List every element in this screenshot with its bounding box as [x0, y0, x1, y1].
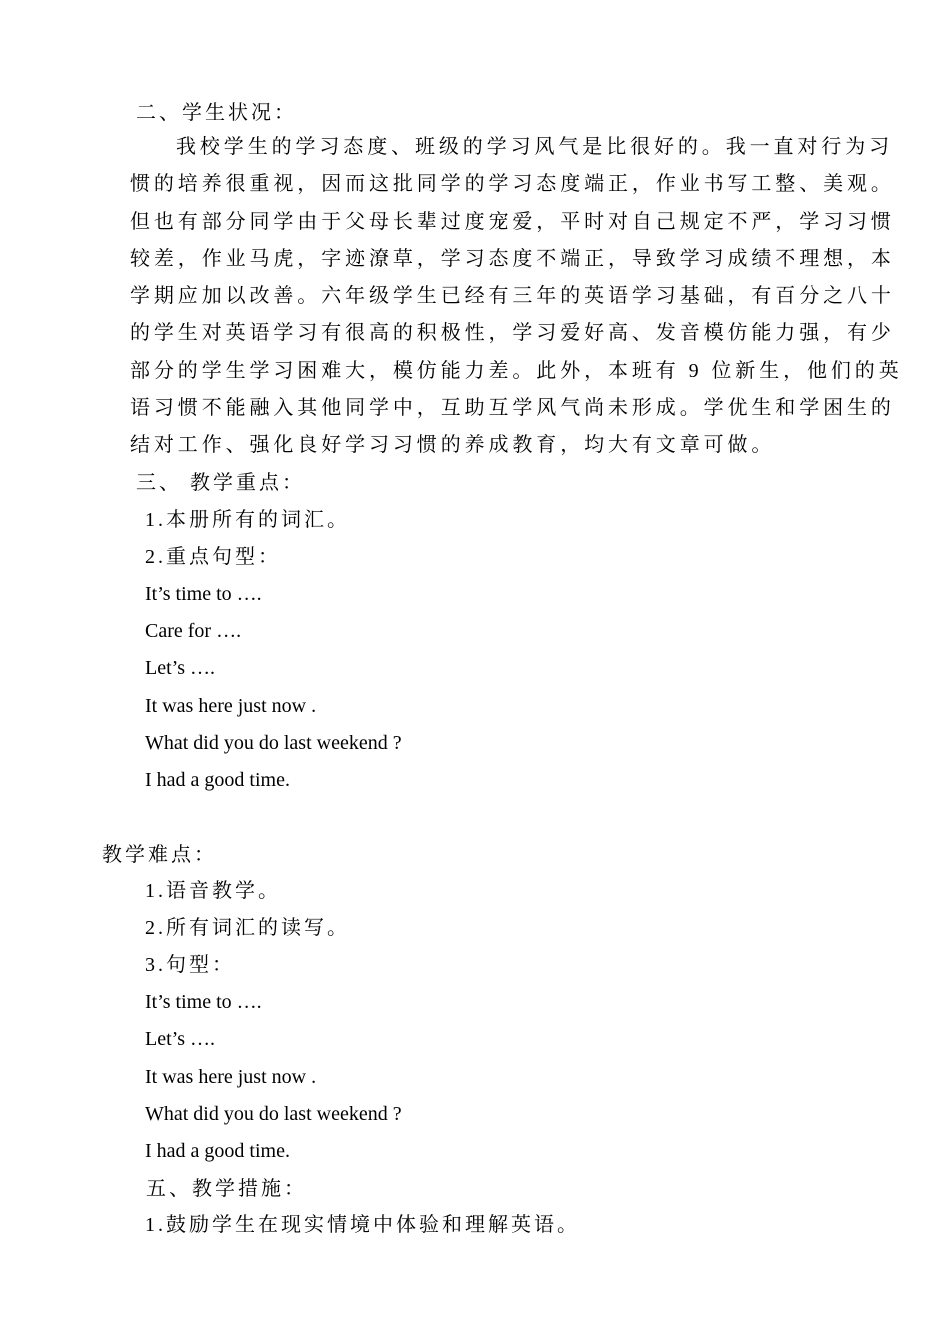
paragraph-line: 学期应加以改善。六年级学生已经有三年的英语学习基础，有百分之八十 — [130, 285, 895, 308]
paragraph-line: 部分的学生学习困难大，模仿能力差。此外，本班有 9 位新生，他们的英 — [130, 359, 903, 382]
difficulty-item: 1.语音教学。 — [145, 880, 281, 902]
difficulties-heading: 教学难点： — [102, 844, 217, 866]
paragraph-line: 我校学生的学习态度、班级的学习风气是比很好的。我一直对行为习 — [176, 136, 893, 158]
key-sentence: It was here just now . — [145, 695, 317, 717]
key-sentence: It’s time to …. — [145, 583, 262, 605]
paragraph-line: 的学生对英语学习有很高的积极性，学习爱好高、发音模仿能力强，有少 — [130, 322, 895, 345]
key-point-item: 1.本册所有的词汇。 — [145, 509, 350, 531]
difficulty-sentence: Let’s …. — [145, 1028, 215, 1050]
difficulty-sentence: What did you do last weekend ? — [145, 1103, 402, 1125]
difficulty-sentence: It was here just now . — [145, 1066, 317, 1088]
difficulty-sentence: I had a good time. — [145, 1140, 290, 1162]
paragraph-line: 较差，作业马虎，字迹潦草，学习态度不端正，导致学习成绩不理想，本 — [130, 247, 895, 270]
section-3-heading: 三、 教学重点： — [136, 472, 305, 494]
measure-item: 1.鼓励学生在现实情境中体验和理解英语。 — [145, 1214, 580, 1236]
paragraph-line: 结对工作、强化良好学习习惯的养成教育，均大有文章可做。 — [130, 434, 776, 457]
section-2-heading: 二、学生状况： — [136, 102, 297, 124]
paragraph-line: 但也有部分同学由于父母长辈过度宠爱，平时对自己规定不严，学习习惯 — [130, 210, 895, 233]
paragraph-line: 语习惯不能融入其他同学中，互助互学风气尚未形成。学优生和学困生的 — [130, 397, 895, 420]
key-sentence: I had a good time. — [145, 769, 290, 791]
section-5-heading: 五、教学措施： — [146, 1178, 307, 1200]
key-point-item: 2.重点句型： — [145, 546, 281, 568]
key-sentence: Let’s …. — [145, 657, 215, 679]
difficulty-sentence: It’s time to …. — [145, 991, 262, 1013]
section-2-paragraph — [130, 129, 903, 465]
difficulty-item: 3.句型： — [145, 954, 235, 976]
key-sentence: Care for …. — [145, 620, 242, 642]
key-sentence: What did you do last weekend ? — [145, 732, 402, 754]
paragraph-line: 惯的培养很重视，因而这批同学的学习态度端正，作业书写工整、美观。 — [130, 173, 895, 196]
difficulty-item: 2.所有词汇的读写。 — [145, 917, 350, 939]
